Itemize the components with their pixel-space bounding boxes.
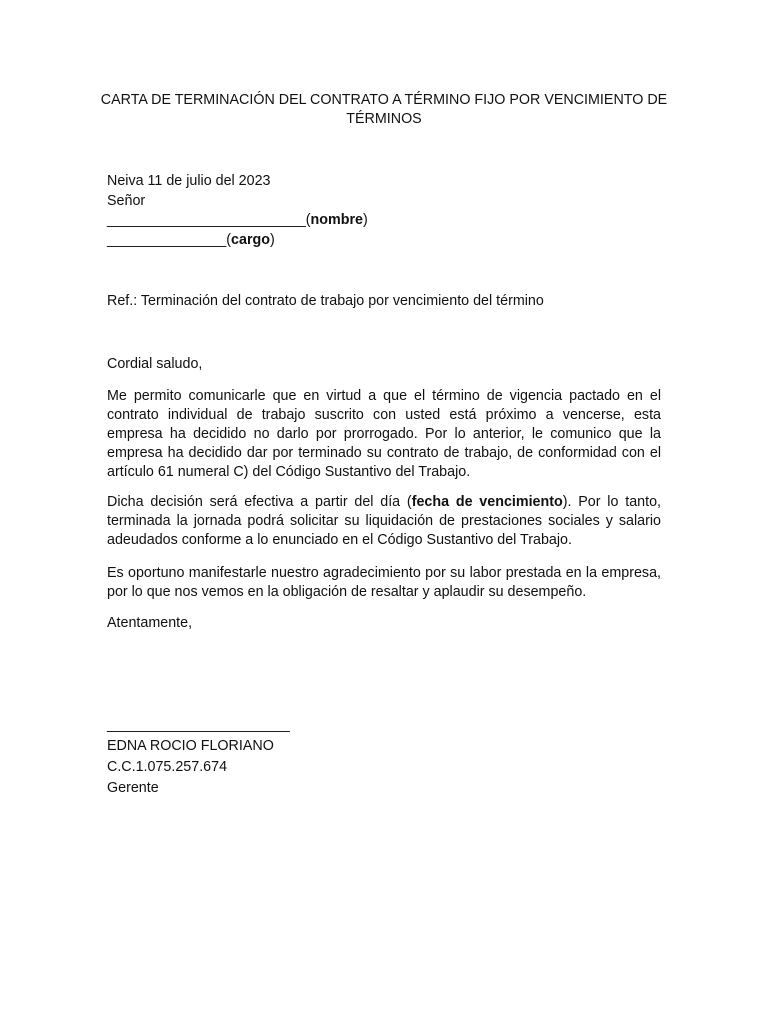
position-field-line: _______________(cargo) [107, 231, 275, 248]
position-blank: _______________ [107, 231, 227, 248]
salutation: Señor [107, 192, 146, 209]
addressee-block [107, 172, 661, 250]
paragraph-2-start: Dicha decisión será efectiva a partir del día ( [107, 494, 412, 510]
name-blank: _________________________ [107, 212, 306, 228]
name-field-line: _________________________(nombre) [107, 212, 368, 228]
signer-name: EDNA ROCIO FLORIANO [107, 738, 274, 754]
signer-id: C.C.1.075.257.674 [107, 759, 228, 775]
body-paragraph-3: Es oportuno manifestarle nuestro agradecimiento por su labor prestada en la empresa, por lo que nos vemos en la obligación de resaltar y aplaudir su desempeño. [107, 565, 661, 600]
signature-block [107, 715, 661, 799]
signature-line: _______________________ [107, 717, 290, 733]
name-placeholder: nombre [310, 212, 363, 228]
letter-title: CARTA DE TERMINACIÓN DEL CONTRATO A TÉRMINO FIJO POR VENCIMIENTO DE TÉRMINOS [100, 92, 668, 127]
reference-line: Ref.: Terminación del contrato de trabajo por vencimiento del término [107, 293, 544, 309]
body-paragraph-2 [107, 493, 661, 550]
expiry-date-placeholder: fecha de vencimiento [411, 494, 563, 510]
paragraph-2-end: ). Por lo tanto, terminada la jornada podrá solicitar su liquidación de prestaciones sociales y salario adeudados conforme a lo enunciado en el Código Sustantivo del Trabajo. [107, 494, 661, 548]
closing: Atentamente, [107, 615, 193, 631]
signer-role: Gerente [107, 780, 159, 796]
position-placeholder: cargo [231, 231, 270, 248]
greeting: Cordial saludo, [107, 356, 203, 372]
body-paragraph-1: Me permito comunicarle que en virtud a que el término de vigencia pactado en el contrato individual de trabajo suscrito con usted está próximo a vencerse, esta empresa ha decidido no darlo por prorrogado. Por lo anterior, le comunico que la empresa ha decidido dar por terminado su contrato de trabajo, de conformidad con el artículo 61 numeral C) del Código Sustantivo del Trabajo. [107, 388, 661, 480]
letter-date: Neiva 11 de julio del 2023 [107, 173, 271, 189]
